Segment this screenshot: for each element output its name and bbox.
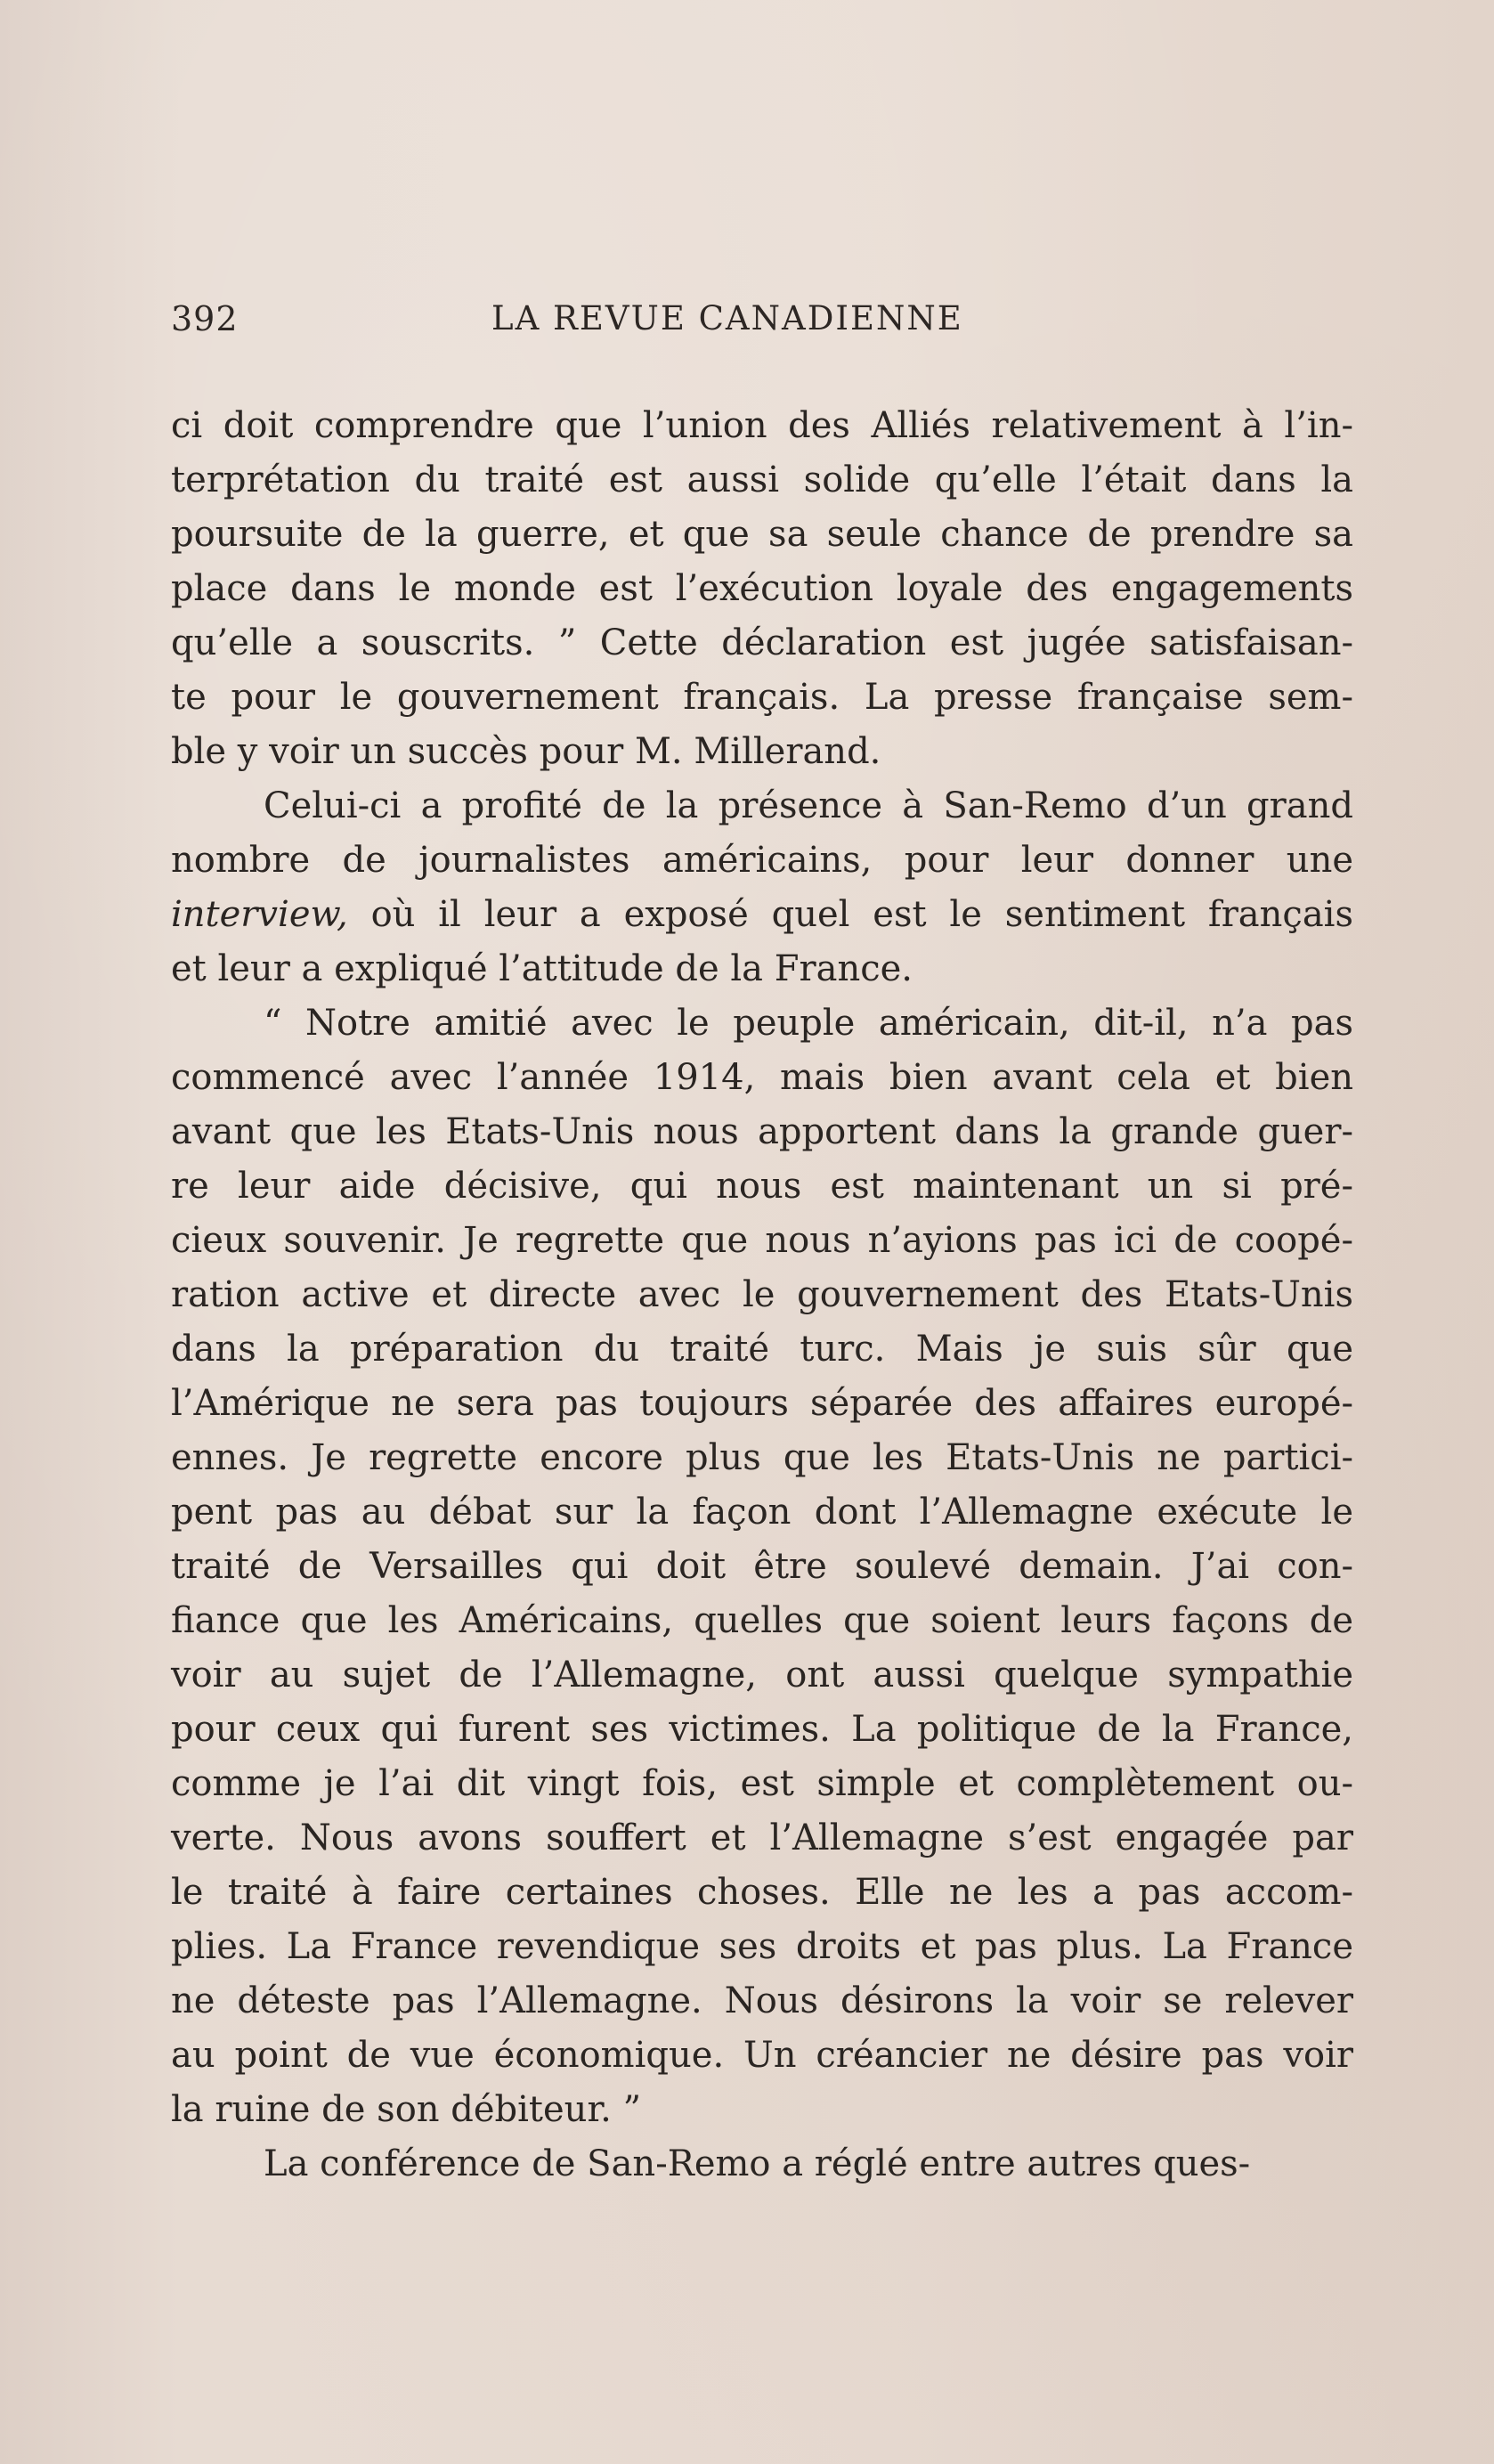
text-segment: où il leur a exposé quel est le sentiment français	[347, 894, 1353, 935]
page-header	[171, 299, 1355, 353]
text-line: pour ceux qui furent ses victimes. La politique de la France,	[171, 1709, 1353, 1750]
running-title: LA REVUE CANADIENNE	[491, 299, 963, 337]
text-line: cieux souvenir. Je regrette que nous n’ayions pas ici de coopé-	[171, 1220, 1353, 1261]
page-number: 392	[171, 299, 239, 338]
paragraph	[171, 2137, 1353, 2192]
paragraph	[171, 996, 1353, 2137]
text-line: dans la préparation du traité turc. Mais je suis sûr que	[171, 1329, 1353, 1370]
text-line: traité de Versailles qui doit être soulevé demain. J’ai con-	[171, 1546, 1353, 1587]
body-text	[171, 399, 1353, 2192]
italic-word: interview,	[171, 894, 348, 935]
text-line: fiance que les Américains, quelles que soient leurs façons de	[171, 1600, 1353, 1641]
text-line: qu’elle a souscrits. ” Cette déclaration est jugée satisfaisan-	[171, 622, 1353, 663]
text-line: la ruine de son débiteur. ”	[171, 2089, 642, 2130]
text-line: au point de vue économique. Un créancier ne désire pas voir	[171, 2035, 1353, 2076]
text-line: nombre de journalistes américains, pour leur donner une	[171, 840, 1353, 881]
paragraph	[171, 779, 1353, 996]
text-line: ble y voir un succès pour M. Millerand.	[171, 731, 881, 772]
text-line: l’Amérique ne sera pas toujours séparée des affaires europé-	[171, 1383, 1353, 1424]
text-line: le traité à faire certaines choses. Elle ne les a pas accom-	[171, 1872, 1353, 1913]
text-line: ne déteste pas l’Allemagne. Nous désirons la voir se relever	[171, 1980, 1353, 2021]
text-line: re leur aide décisive, qui nous est maintenant un si pré-	[171, 1166, 1353, 1207]
text-line: te pour le gouvernement français. La presse française sem-	[171, 677, 1353, 718]
text-line: poursuite de la guerre, et que sa seule chance de prendre sa	[171, 514, 1353, 555]
text-line: La conférence de San-Remo a réglé entre autres ques-	[264, 2143, 1251, 2184]
text-line: plies. La France revendique ses droits et pas plus. La France	[171, 1926, 1353, 1967]
text-line: ennes. Je regrette encore plus que les Etats-Unis ne partici-	[171, 1437, 1353, 1478]
text-line: place dans le monde est l’exécution loyale des engagements	[171, 568, 1353, 609]
text-line: Celui-ci a profité de la présence à San-Remo d’un grand	[264, 785, 1353, 826]
text-line: comme je l’ai dit vingt fois, est simple et complètement ou-	[171, 1763, 1353, 1804]
text-line: ration active et directe avec le gouvernement des Etats-Unis	[171, 1274, 1353, 1315]
text-line: voir au sujet de l’Allemagne, ont aussi quelque sympathie	[171, 1655, 1353, 1696]
text-line: pent pas au débat sur la façon dont l’Allemagne exécute le	[171, 1492, 1353, 1533]
text-line	[171, 888, 1353, 942]
text-line: terprétation du traité est aussi solide qu’elle l’était dans la	[171, 459, 1353, 500]
text-line: avant que les Etats-Unis nous apportent dans la grande guer-	[171, 1111, 1353, 1152]
text-line: et leur a expliqué l’attitude de la France.	[171, 948, 913, 989]
text-line: ci doit comprendre que l’union des Alliés relativement à l’in-	[171, 405, 1353, 446]
text-line: verte. Nous avons souffert et l’Allemagne s’est engagée par	[171, 1818, 1353, 1858]
text-line: “ Notre amitié avec le peuple américain, dit-il, n’a pas	[264, 1003, 1353, 1044]
paragraph	[171, 399, 1353, 779]
text-line: commencé avec l’année 1914, mais bien avant cela et bien	[171, 1057, 1353, 1098]
